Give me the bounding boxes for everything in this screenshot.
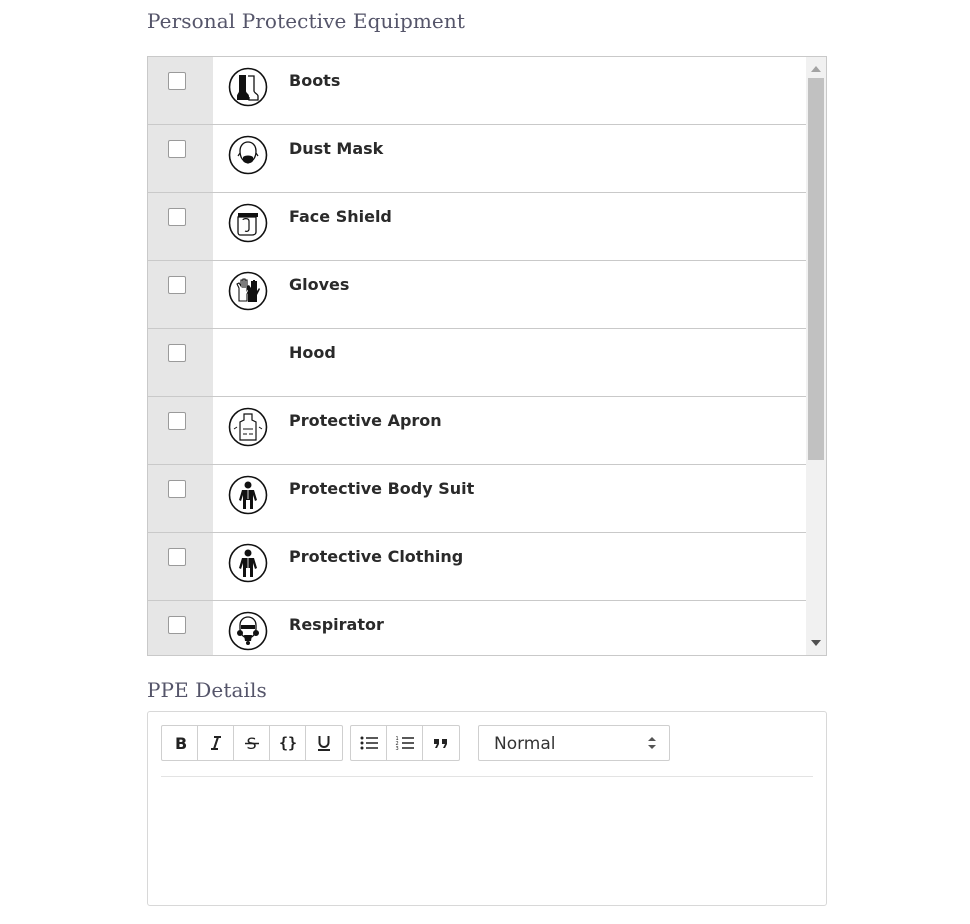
bold-button[interactable] bbox=[162, 726, 198, 760]
body-suit-icon bbox=[228, 475, 268, 515]
block-format-group bbox=[350, 725, 460, 761]
editor-content-area[interactable] bbox=[161, 782, 813, 895]
italic-icon bbox=[207, 734, 225, 752]
svg-text:3: 3 bbox=[395, 746, 399, 752]
text-format-select[interactable] bbox=[478, 725, 670, 761]
underline-icon bbox=[315, 734, 333, 752]
ppe-checkbox-cell bbox=[148, 329, 213, 396]
blockquote-button[interactable] bbox=[423, 726, 459, 760]
bold-icon bbox=[171, 734, 189, 752]
ppe-list-item[interactable] bbox=[148, 57, 806, 125]
svg-text:S: S bbox=[246, 734, 257, 752]
ppe-checkbox[interactable] bbox=[168, 208, 186, 226]
svg-text:B: B bbox=[174, 734, 187, 752]
inline-format-group bbox=[161, 725, 343, 761]
ppe-checkbox[interactable] bbox=[168, 616, 186, 634]
ppe-list-body bbox=[148, 57, 806, 656]
ppe-list-item[interactable] bbox=[148, 533, 806, 601]
ppe-checkbox[interactable] bbox=[168, 276, 186, 294]
ppe-checkbox-cell bbox=[148, 397, 213, 464]
underline-button[interactable] bbox=[306, 726, 342, 760]
dust-mask-icon bbox=[228, 135, 268, 175]
ppe-checkbox-cell bbox=[148, 125, 213, 192]
strikethrough-icon bbox=[243, 734, 261, 752]
ppe-item-label: Protective Body Suit bbox=[289, 479, 475, 498]
ppe-section-title: Personal Protective Equipment bbox=[147, 9, 465, 33]
clothing-icon bbox=[228, 543, 268, 583]
toolbar-divider bbox=[161, 776, 813, 777]
code-icon bbox=[278, 734, 298, 752]
ppe-checkbox-cell bbox=[148, 465, 213, 532]
ppe-list-item[interactable] bbox=[148, 329, 806, 397]
ppe-item-label: Boots bbox=[289, 71, 341, 90]
ppe-list-item[interactable] bbox=[148, 601, 806, 656]
bullet-list-button[interactable] bbox=[351, 726, 387, 760]
select-arrows-icon bbox=[647, 735, 657, 751]
ppe-item-label: Protective Clothing bbox=[289, 547, 464, 566]
strikethrough-button[interactable] bbox=[234, 726, 270, 760]
ppe-checkbox-cell bbox=[148, 193, 213, 260]
text-format-value: Normal bbox=[494, 734, 556, 754]
ppe-item-label: Protective Apron bbox=[289, 411, 442, 430]
ppe-list-item[interactable] bbox=[148, 397, 806, 465]
scroll-thumb[interactable] bbox=[808, 78, 824, 460]
apron-icon bbox=[228, 407, 268, 447]
gloves-icon bbox=[228, 271, 268, 311]
ppe-checkbox[interactable] bbox=[168, 72, 186, 90]
face-shield-icon bbox=[228, 203, 268, 243]
bullet-list-icon bbox=[359, 734, 379, 752]
ppe-checkbox[interactable] bbox=[168, 548, 186, 566]
svg-text:{}: {} bbox=[278, 734, 297, 752]
ppe-checkbox[interactable] bbox=[168, 412, 186, 430]
ppe-checkbox-cell bbox=[148, 57, 213, 124]
respirator-icon bbox=[228, 611, 268, 651]
ppe-list[interactable] bbox=[147, 56, 827, 656]
ppe-list-scrollbar[interactable] bbox=[806, 57, 826, 655]
details-section-title: PPE Details bbox=[147, 678, 267, 702]
ppe-item-label: Gloves bbox=[289, 275, 350, 294]
ppe-checkbox[interactable] bbox=[168, 480, 186, 498]
blockquote-icon bbox=[432, 734, 450, 752]
scroll-down-icon[interactable] bbox=[811, 640, 821, 646]
ppe-checkbox[interactable] bbox=[168, 140, 186, 158]
ppe-checkbox-cell bbox=[148, 261, 213, 328]
svg-text:2: 2 bbox=[395, 741, 399, 747]
ppe-checkbox-cell bbox=[148, 533, 213, 600]
scroll-up-icon[interactable] bbox=[811, 66, 821, 72]
rich-text-editor bbox=[147, 711, 827, 906]
ppe-item-label: Hood bbox=[289, 343, 336, 362]
ppe-item-label: Respirator bbox=[289, 615, 384, 634]
boots-icon bbox=[228, 67, 268, 107]
ppe-list-item[interactable] bbox=[148, 261, 806, 329]
ppe-list-item[interactable] bbox=[148, 193, 806, 261]
svg-text:1: 1 bbox=[395, 736, 399, 742]
italic-button[interactable] bbox=[198, 726, 234, 760]
code-button[interactable] bbox=[270, 726, 306, 760]
ppe-checkbox-cell bbox=[148, 601, 213, 656]
ordered-list-icon bbox=[395, 734, 415, 752]
ppe-checkbox[interactable] bbox=[168, 344, 186, 362]
ppe-list-item[interactable] bbox=[148, 125, 806, 193]
ppe-item-label: Dust Mask bbox=[289, 139, 384, 158]
ordered-list-button[interactable] bbox=[387, 726, 423, 760]
ppe-item-label: Face Shield bbox=[289, 207, 392, 226]
ppe-list-item[interactable] bbox=[148, 465, 806, 533]
